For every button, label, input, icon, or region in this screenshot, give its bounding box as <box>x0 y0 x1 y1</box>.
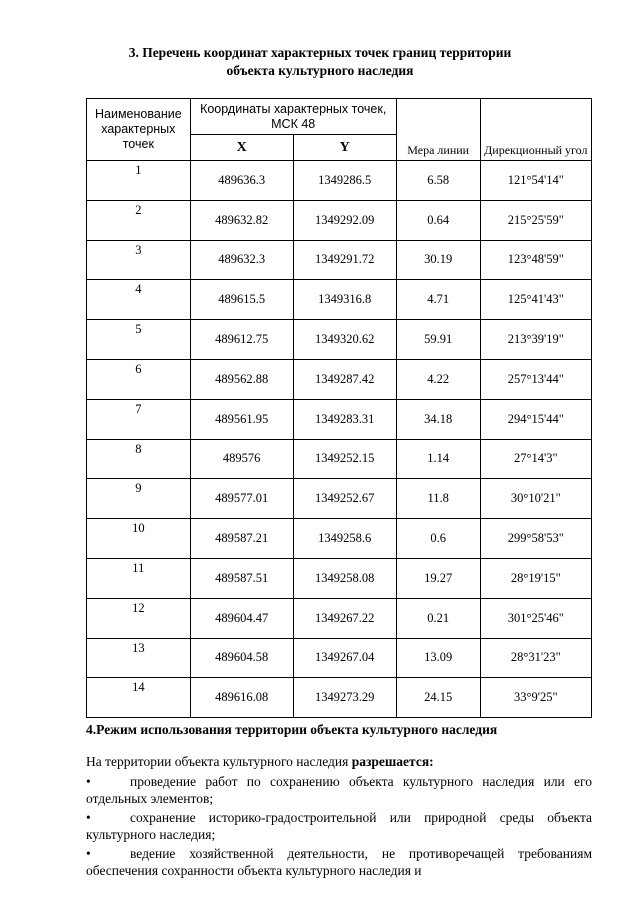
cell-y: 1349291.72 <box>293 240 396 280</box>
list-item-text: сохранение историко-градостроительной или природной среды объекта культурного наследия; <box>86 810 592 842</box>
cell-x: 489587.51 <box>190 558 293 598</box>
cell-y: 1349283.31 <box>293 399 396 439</box>
list-item <box>86 845 592 879</box>
cell-angle: 215°25'59" <box>480 200 591 240</box>
cell-x: 489604.47 <box>190 598 293 638</box>
cell-point-number: 11 <box>87 558 191 598</box>
cell-angle: 299°58'53" <box>480 519 591 559</box>
cell-y: 1349258.6 <box>293 519 396 559</box>
cell-point-number: 8 <box>87 439 191 479</box>
cell-length: 34.18 <box>396 399 480 439</box>
table-row <box>87 161 592 201</box>
header-y: Y <box>293 135 396 161</box>
cell-x: 489562.88 <box>190 359 293 399</box>
cell-point-number: 6 <box>87 359 191 399</box>
bullet-icon: • <box>86 846 91 861</box>
table-row <box>87 678 592 718</box>
list-item <box>86 809 592 843</box>
table-row <box>87 280 592 320</box>
cell-length: 0.6 <box>396 519 480 559</box>
cell-x: 489587.21 <box>190 519 293 559</box>
section4-title: 4.Режим использования территории объекта культурного наследия <box>86 722 498 737</box>
cell-point-number: 2 <box>87 200 191 240</box>
cell-y: 1349316.8 <box>293 280 396 320</box>
bullet-icon: • <box>86 774 91 789</box>
section3-title-line2: объекта культурного наследия <box>226 63 414 78</box>
cell-y: 1349267.04 <box>293 638 396 678</box>
cell-angle: 301°25'46" <box>480 598 591 638</box>
cell-point-number: 14 <box>87 678 191 718</box>
cell-angle: 121°54'14" <box>480 161 591 201</box>
coordinates-table <box>86 98 592 718</box>
cell-angle: 257°13'44" <box>480 359 591 399</box>
cell-x: 489632.82 <box>190 200 293 240</box>
cell-angle: 125°41'43" <box>480 280 591 320</box>
section3-title-line1: 3. Перечень координат характерных точек границ территории <box>128 45 512 60</box>
cell-y: 1349287.42 <box>293 359 396 399</box>
cell-point-number: 4 <box>87 280 191 320</box>
cell-length: 13.09 <box>396 638 480 678</box>
cell-y: 1349252.67 <box>293 479 396 519</box>
bullet-icon: • <box>86 810 91 825</box>
header-line-length: Мера линии <box>396 99 480 161</box>
header-point-name: Наименование характерных точек <box>87 99 191 161</box>
table-row <box>87 598 592 638</box>
cell-length: 0.64 <box>396 200 480 240</box>
table-row <box>87 320 592 360</box>
cell-angle: 123°48'59" <box>480 240 591 280</box>
cell-y: 1349273.29 <box>293 678 396 718</box>
header-direction-angle: Дирекционный угол <box>480 99 591 161</box>
intro-text: На территории объекта культурного наследия <box>86 754 352 769</box>
cell-length: 11.8 <box>396 479 480 519</box>
cell-x: 489612.75 <box>190 320 293 360</box>
header-x: X <box>190 135 293 161</box>
cell-point-number: 10 <box>87 519 191 559</box>
cell-y: 1349320.62 <box>293 320 396 360</box>
cell-length: 6.58 <box>396 161 480 201</box>
cell-length: 4.22 <box>396 359 480 399</box>
cell-y: 1349267.22 <box>293 598 396 638</box>
table-row <box>87 240 592 280</box>
list-item-text: ведение хозяйственной деятельности, не противоречащей требованиям обеспечения сохранности объекта культурного наследия и <box>86 846 592 878</box>
intro-paragraph <box>86 753 592 770</box>
cell-x: 489576 <box>190 439 293 479</box>
cell-angle: 30°10'21" <box>480 479 591 519</box>
cell-length: 30.19 <box>396 240 480 280</box>
cell-angle: 213°39'19" <box>480 320 591 360</box>
section3-title <box>60 44 580 80</box>
cell-point-number: 3 <box>87 240 191 280</box>
table-row <box>87 200 592 240</box>
table-row <box>87 399 592 439</box>
cell-point-number: 1 <box>87 161 191 201</box>
cell-point-number: 5 <box>87 320 191 360</box>
cell-x: 489636.3 <box>190 161 293 201</box>
list-item-text: проведение работ по сохранению объекта культурного наследия или его отдельных элементов; <box>86 774 592 806</box>
cell-angle: 294°15'44" <box>480 399 591 439</box>
cell-angle: 28°31'23" <box>480 638 591 678</box>
cell-length: 4.71 <box>396 280 480 320</box>
cell-angle: 27°14'3" <box>480 439 591 479</box>
table-row <box>87 558 592 598</box>
cell-y: 1349286.5 <box>293 161 396 201</box>
cell-length: 1.14 <box>396 439 480 479</box>
table-row <box>87 638 592 678</box>
list-item <box>86 773 592 807</box>
cell-point-number: 9 <box>87 479 191 519</box>
cell-length: 0.21 <box>396 598 480 638</box>
table-row <box>87 479 592 519</box>
cell-angle: 33°9'25" <box>480 678 591 718</box>
cell-length: 59.91 <box>396 320 480 360</box>
cell-y: 1349258.08 <box>293 558 396 598</box>
cell-x: 489615.5 <box>190 280 293 320</box>
cell-y: 1349252.15 <box>293 439 396 479</box>
cell-point-number: 13 <box>87 638 191 678</box>
cell-angle: 28°19'15" <box>480 558 591 598</box>
cell-length: 24.15 <box>396 678 480 718</box>
header-coordinates: Координаты характерных точек, МСК 48 <box>190 99 396 135</box>
cell-y: 1349292.09 <box>293 200 396 240</box>
cell-point-number: 7 <box>87 399 191 439</box>
cell-x: 489632.3 <box>190 240 293 280</box>
table-row <box>87 439 592 479</box>
intro-bold-text: разрешается: <box>351 754 434 769</box>
cell-x: 489616.08 <box>190 678 293 718</box>
table-row <box>87 359 592 399</box>
cell-x: 489577.01 <box>190 479 293 519</box>
cell-x: 489604.58 <box>190 638 293 678</box>
table-row <box>87 519 592 559</box>
cell-length: 19.27 <box>396 558 480 598</box>
cell-point-number: 12 <box>87 598 191 638</box>
cell-x: 489561.95 <box>190 399 293 439</box>
